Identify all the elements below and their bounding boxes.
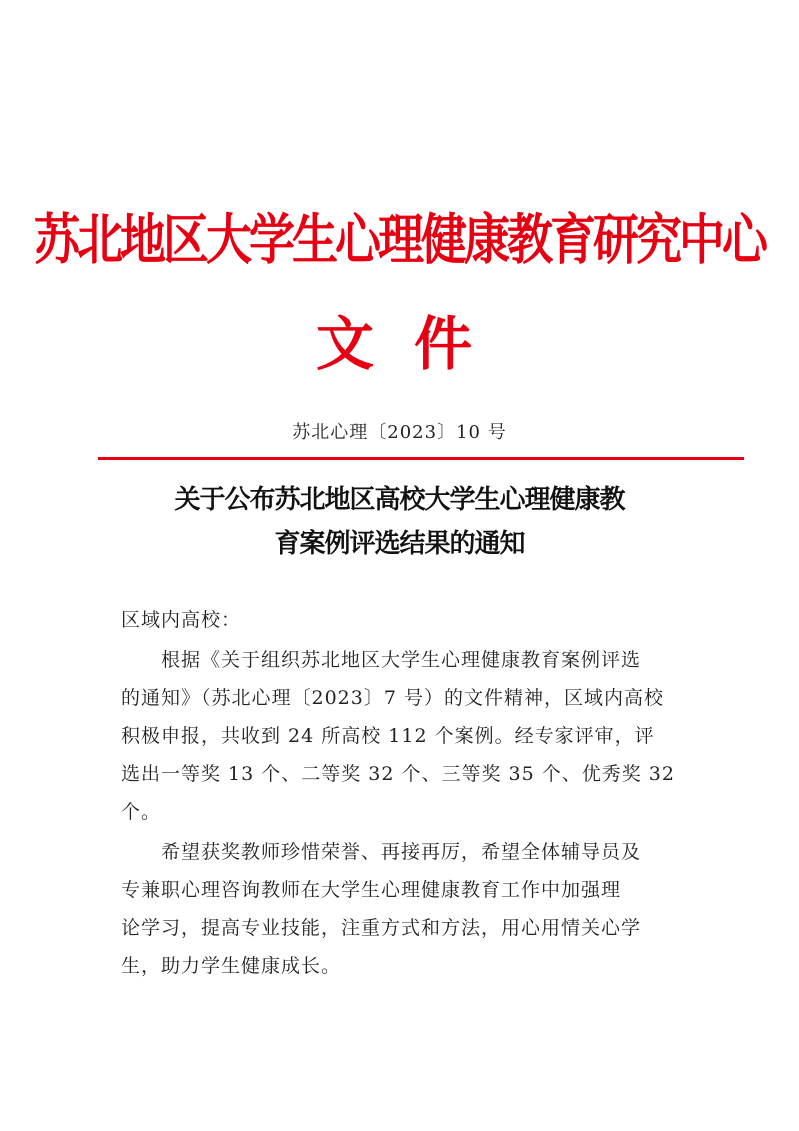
document-label-char-1: 文 — [316, 310, 375, 378]
document-label-char-2: 件 — [414, 310, 473, 378]
document-label-header — [0, 304, 799, 384]
paragraph-1-line-4: 选出一等奖 13 个、二等奖 32 个、三等奖 35 个、优秀奖 32 — [121, 763, 675, 785]
document-title-line-2: 育案例评选结果的通知 — [274, 529, 525, 559]
document-number: 苏北心理〔2023〕10 号 — [292, 422, 507, 443]
paragraph-2-line-2: 专兼职心理咨询教师在大学生心理健康教育工作中加强理 — [121, 879, 622, 901]
paragraph-2-line-4: 生，助力学生健康成长。 — [121, 955, 342, 977]
paragraph-1-line-5: 个。 — [121, 801, 162, 823]
red-divider-line — [98, 457, 744, 460]
issuing-organization-header: 苏北地区大学生心理健康教育研究中心 — [34, 207, 765, 272]
paragraph-1-line-3: 积极申报，共收到 24 所高校 112 个案例。经专家评审，评 — [121, 725, 655, 747]
paragraph-1-line-1: 根据《关于组织苏北地区大学生心理健康教育案例评选 — [161, 649, 642, 671]
document-title-line-1: 关于公布苏北地区高校大学生心理健康教 — [174, 485, 625, 515]
document-title — [98, 478, 701, 566]
paragraph-2-line-1: 希望获奖教师珍惜荣誉、再接再厉，希望全体辅导员及 — [161, 841, 642, 863]
paragraph-1-line-2: 的通知》（苏北心理〔2023〕7 号）的文件精神，区域内高校 — [121, 687, 664, 709]
salutation: 区域内高校： — [121, 609, 242, 631]
paragraph-2-line-3: 论学习，提高专业技能，注重方式和方法，用心用情关心学 — [121, 917, 642, 939]
